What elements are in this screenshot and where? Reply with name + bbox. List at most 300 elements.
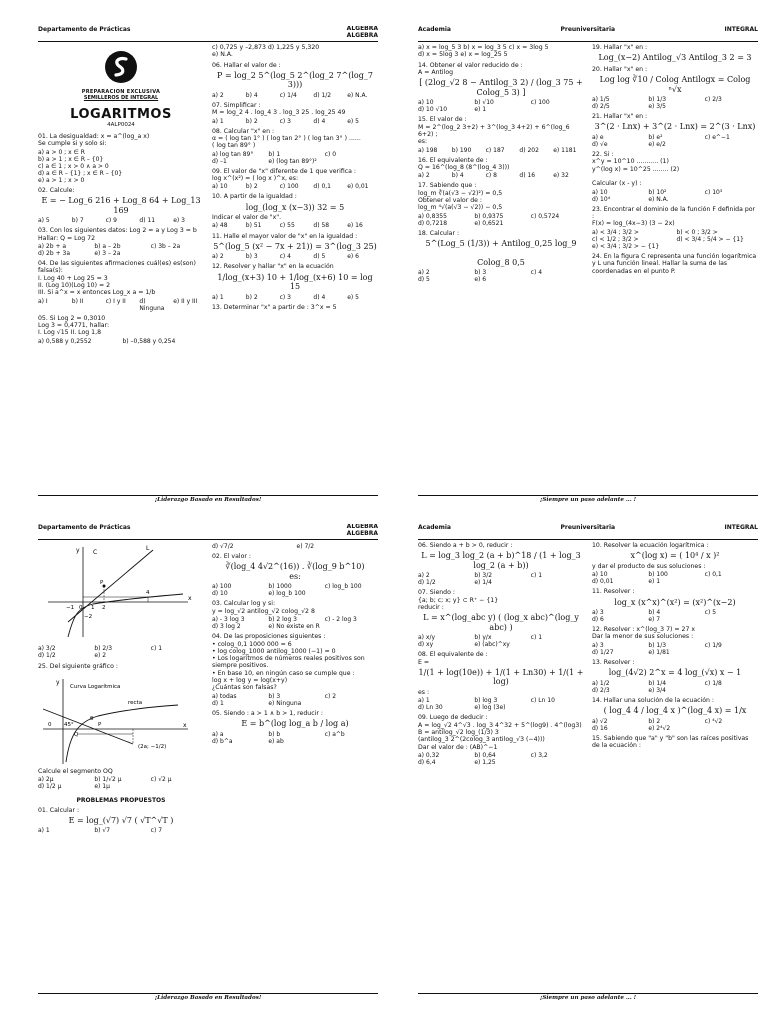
- question-text: 18. Calcular :: [418, 229, 460, 237]
- question-formula: Log log ∛10 / Colog Antilogx = Colog ⁿ√x: [599, 75, 751, 94]
- answer-option: d) √e: [592, 140, 608, 148]
- answer-option: d) 10: [212, 590, 228, 598]
- answer-option: d) 16: [592, 724, 608, 732]
- answer-option: d) Ninguna: [139, 297, 165, 312]
- answer-option: c) 1: [530, 634, 543, 642]
- question-formula: L = log_3 log_2 (a + b)^18 / (1 + log_3 log_2 (a + b)): [421, 551, 581, 570]
- answer-option: b) √10: [474, 99, 494, 107]
- answer-option: b) 10²: [648, 188, 667, 196]
- answer-options: [418, 752, 584, 766]
- answer-option: b) y/x: [474, 634, 492, 642]
- answer-options: [418, 269, 584, 283]
- problem-01-text: 01. Calcular :: [38, 806, 80, 814]
- answer-option: e) log_b 100: [268, 590, 306, 598]
- question-text: 19. Hallar "x" en :: [592, 44, 648, 51]
- question-item: [592, 542, 758, 585]
- answer-option: c) 0,1: [704, 571, 722, 579]
- section-title: PROBLEMAS PROPUESTOS: [76, 796, 166, 804]
- page-1: [38, 26, 378, 504]
- answer-option: a) 1: [212, 293, 224, 301]
- question-item: [212, 600, 378, 630]
- answer-option: a) 2: [418, 572, 430, 580]
- question-text: 17. Sabiendo que : log_m ∛(a(√3 − √2)²) = 0,5 Obtener el valor de : log_m ⁴√(a(√3 − √2)) − 0,5: [418, 182, 503, 212]
- answer-option: a) 1: [38, 827, 50, 835]
- page-header: [38, 26, 378, 42]
- answer-option: e) (log tan 89°)²: [268, 157, 317, 165]
- question-item: [592, 66, 758, 110]
- answer-option: e) 5: [347, 117, 359, 125]
- answer-option: e) 5: [347, 293, 359, 301]
- fig2-label-y: y: [56, 678, 60, 686]
- fig1-label-c: C: [93, 549, 98, 556]
- question-25-text: 25. Del siguiente gráfico :: [38, 663, 118, 671]
- answer-options: [418, 634, 584, 648]
- header-left: Academia: [418, 26, 451, 33]
- question-text: 11. Halle el mayor valor de "x" en la igualdad :: [212, 232, 358, 240]
- question-item: [212, 543, 378, 550]
- answer-option: e) ab: [268, 737, 284, 745]
- answer-option: b) a > 1 ; x ∈ R – {0}: [38, 155, 104, 163]
- answer-option: e) II y III: [173, 297, 198, 305]
- fig2-label-curve: Curva Logarítmica: [70, 683, 121, 690]
- question-formula: log_x (x^x)^(x²) = (x²)^(x−2): [614, 597, 736, 607]
- question-item: [418, 182, 584, 226]
- answer-option: a) 10: [592, 571, 608, 579]
- answer-option: d) 11: [139, 217, 156, 225]
- answer-option: a) 10: [212, 183, 228, 191]
- answer-option: e) 1μ: [94, 783, 110, 791]
- answer-option: a) 2μ: [38, 776, 54, 784]
- document-code: 4ALP0024: [107, 122, 135, 129]
- answer-options: [212, 583, 378, 597]
- column-right: [212, 44, 378, 493]
- answer-option: b) √7: [94, 827, 111, 835]
- answer-option: c) 7: [150, 827, 163, 835]
- fig1-label-0: 0: [79, 605, 83, 611]
- fig2-label-point: (2a; −1/2): [138, 743, 167, 750]
- answer-option: d) Ln 30: [418, 704, 443, 712]
- answer-options: [592, 609, 758, 623]
- page-footer: ¡Liderazgo Basado en Resultados!: [38, 993, 378, 1002]
- answer-option: b) 2: [648, 717, 661, 725]
- fig2-label-x: x: [183, 721, 187, 729]
- question-text: 04. De las proposiciones siguientes : • colog_0,1 1000 000 = 6 • log colog_1000 antilog_1000 (−1) = 0 • Los logaritmos de números reales positivos son siempre positivos. • En base 10, en ningún caso se cumple que : log x + log y = log(x+y) ¿Cuántas son falsas?: [212, 633, 365, 692]
- question-item: [592, 588, 758, 623]
- answer-option: d) 58: [313, 222, 330, 230]
- question-item: [592, 44, 758, 63]
- answer-option: d) 1: [212, 699, 224, 707]
- answer-options: [418, 172, 584, 179]
- question-text: 13. Resolver :: [592, 658, 635, 666]
- answer-options: [38, 149, 204, 184]
- question-item: [212, 263, 378, 300]
- question-text: 12. Resolver y hallar "x" en la ecuación: [212, 263, 334, 271]
- brand-line-2: SEMILLEROS DE INTEGRAL: [83, 95, 159, 102]
- answer-option: a) 3: [592, 608, 604, 616]
- answer-option: b) 1: [268, 150, 281, 158]
- question-item: [418, 589, 584, 648]
- question-text: 02. El valor :: [212, 553, 251, 561]
- answer-option: c) log_b 100: [324, 583, 362, 591]
- answer-options: [38, 338, 204, 345]
- answer-option: a) todas: [212, 692, 237, 700]
- page-header: [38, 524, 378, 540]
- log-curve: [66, 705, 178, 762]
- page-3: [38, 524, 378, 1002]
- question-formula: log_(log_x (x−3)) 32 = 5: [245, 202, 345, 212]
- question-subtext: es :: [418, 688, 430, 696]
- fig2-label-theta: θ: [90, 715, 94, 722]
- graph-log-and-line: [38, 542, 198, 642]
- answer-option: b) –0,588 y 0,254: [122, 337, 176, 345]
- answer-option: b) 2: [245, 293, 258, 301]
- answer-option: b) 1/√2 μ: [94, 776, 122, 784]
- answer-option: e) N.A.: [648, 195, 669, 203]
- answer-option: c) e^−1: [704, 133, 730, 141]
- answer-option: c) 2/3: [704, 95, 722, 103]
- answer-option: a) < 3/4 ; 3/2 >: [592, 228, 639, 236]
- answer-option: a) x/y: [418, 634, 436, 642]
- answer-option: b) 3: [268, 692, 281, 700]
- answer-option: d) 1/27: [592, 648, 614, 656]
- answer-option: e) 1/81: [648, 648, 670, 656]
- question-item: [418, 651, 584, 711]
- answer-option: b) 3: [474, 269, 487, 277]
- question-25-ask: Calcule el segmento OQ: [38, 768, 113, 776]
- problem-01-options: [38, 827, 204, 834]
- answer-options: [212, 183, 378, 190]
- answer-option: d) 3 log 2: [212, 623, 241, 631]
- answer-option: b) 100: [648, 571, 668, 579]
- answer-option: a) 0,588 y 0,2552: [38, 337, 92, 345]
- page-footer: ¡Siempre un paso adelante ... !: [418, 495, 758, 504]
- answer-option: d) 16: [519, 172, 536, 180]
- answer-option: b) 51: [245, 222, 262, 230]
- page-header: [418, 26, 758, 42]
- answer-option: c) 5: [704, 608, 717, 616]
- answer-option: b) 2: [245, 117, 258, 125]
- question-text: 14. Obtener el valor reducido de : A = Antilog: [418, 61, 523, 76]
- answer-option: a) 3: [592, 641, 604, 649]
- answer-option: e) (abc)^xy: [474, 641, 510, 649]
- answer-option: a) I: [38, 297, 48, 305]
- column-right: [592, 44, 758, 493]
- answer-option: b) 7: [71, 217, 84, 225]
- answer-option: c) √2 μ: [150, 776, 172, 784]
- answer-option: d) 1/2: [313, 91, 332, 99]
- question-item: [38, 227, 204, 257]
- answer-option: b) log 3: [474, 697, 498, 705]
- header-left: Departamento de Prácticas: [38, 26, 131, 33]
- answer-option: d) 1/2 μ: [38, 783, 62, 791]
- answer-option: e) 1/4: [474, 579, 492, 587]
- answer-option: a) 1/5: [592, 95, 610, 103]
- answer-option: e) 2: [94, 652, 107, 660]
- problem-01-formula: E = log_(√7) √7 ( √T^√T ): [68, 815, 174, 825]
- header-mid: Preuniversitaria: [560, 524, 616, 531]
- answer-option: e) N.A.: [347, 91, 368, 99]
- answer-option: b) 2/3: [94, 645, 113, 653]
- fig1-label-x: x: [188, 595, 192, 602]
- question-formula: log_(4√2) 2^x = 4 log_(√x) x − 1: [608, 668, 742, 678]
- answer-option: e) < 3/4 ; 3/2 > − {1}: [592, 242, 660, 250]
- question-item: [212, 168, 378, 191]
- question-text: 24. En la figura C representa una función logarítmica y L una función lineal. Hallar la suma de las coordenadas en el punto P.: [592, 252, 757, 275]
- answer-option: b) 2 log 3: [268, 616, 297, 624]
- answer-option: a) a > 0 ; x ∈ R: [38, 148, 85, 156]
- question-item: [212, 233, 378, 261]
- header-left: Academia: [418, 524, 451, 531]
- answer-option: a) 0,8355: [418, 212, 447, 220]
- answer-options: [212, 693, 378, 707]
- column-left: [38, 542, 204, 991]
- answer-option: d) 4: [313, 117, 326, 125]
- answer-option: c) a^b: [324, 730, 345, 738]
- header-left: Departamento de Prácticas: [38, 524, 131, 531]
- fig2-label-q: Q: [74, 731, 79, 738]
- answer-option: b) < 0 ; 3/2 >: [676, 228, 718, 236]
- school-logo: [38, 50, 204, 86]
- fig1-options: [38, 645, 204, 659]
- answer-option: c) ⁴√2: [704, 717, 723, 725]
- answer-options: [212, 253, 378, 260]
- question-item: [38, 315, 204, 345]
- question-text: 14. Hallar una solución de la ecuación :: [592, 696, 715, 704]
- question-formula: 5^(Log_5 (1/3)) + Antilog_0,25 log_9 Colog_8 0,5: [425, 239, 577, 267]
- question-text: 05. Si Log 2 = 0,3010 Log 3 = 0,4771, hallar: I. Log √15 II. Log 1,8: [38, 314, 110, 337]
- answer-option: e) 3/5: [648, 103, 666, 111]
- answer-option: c) 1/4: [279, 91, 297, 99]
- answer-option: d) 5: [313, 253, 326, 261]
- question-text: 08. Calcular "x" en : α = ( log tan 1° ) ( log tan 2° ) ( log tan 3° ) ...... ( log tan 89° ): [212, 127, 361, 150]
- question-25-options: [38, 776, 204, 790]
- answer-option: a) 0,32: [418, 751, 440, 759]
- question-25: [38, 663, 204, 670]
- answer-option: a) 1/2: [592, 679, 610, 687]
- question-formula: 3^(2 · Lnx) + 3^(2 · Lnx) = 2^(3 · Lnx): [594, 122, 756, 132]
- fig1-label-4: 4: [146, 590, 150, 596]
- question-item: [592, 253, 758, 275]
- question-item: [592, 113, 758, 148]
- answer-option: a) 3/2: [38, 645, 56, 653]
- answer-option: b) 0,9375: [474, 212, 504, 220]
- fig2-label-0: 0: [48, 721, 52, 728]
- answer-option: d) xy: [418, 641, 434, 649]
- question-text: 10. Resolver la ecuación logarítmica :: [592, 542, 709, 549]
- question-item: [212, 553, 378, 597]
- answer-option: a) 1: [418, 697, 430, 705]
- answer-option: b) 0,64: [474, 751, 496, 759]
- answer-option: e) 6: [347, 253, 359, 261]
- answer-options: [592, 96, 758, 110]
- question-text: a) x = log_5 3 b) x = log_3 5 c) x = 3log 5 d) x = 5log 3 e) x = log_25 5: [418, 44, 549, 59]
- answer-options: [212, 92, 378, 99]
- answer-options: [212, 151, 378, 165]
- question-text: 09. Luego de deducir : A = log_√2 4^√3 . log_3 4^32 + 5^(log9) . 4^(log3) B = antilog_√2 log_(1/3) 3 (antilog_3 2^(2colog_3 antilog_√3 (−4))) Dar el valor de : (AB)^−1: [418, 714, 582, 751]
- answer-option: b) b: [268, 730, 281, 738]
- answer-option: a) 48: [212, 222, 228, 230]
- answer-option: e) 16: [347, 222, 363, 230]
- question-item: [592, 659, 758, 694]
- column-right: [592, 542, 758, 991]
- question-item: [212, 62, 378, 99]
- answer-option: b) 190: [451, 146, 472, 154]
- answer-option: c) 1: [150, 645, 163, 653]
- header-right: INTEGRAL: [724, 524, 758, 531]
- question-item: [212, 633, 378, 707]
- question-item: [418, 714, 584, 766]
- answer-option: e) 7/2: [296, 543, 315, 550]
- answer-option: b) e²: [648, 133, 663, 141]
- answer-options: [212, 731, 378, 745]
- answer-option: d) 202: [519, 146, 539, 154]
- question-text: 07. Siendo : {a; b; c; x; y} ⊂ R⁺ − {1} reducir :: [418, 589, 499, 611]
- answer-option: e) 3 – 2a: [94, 249, 121, 257]
- answer-option: b) 3/2: [474, 572, 493, 580]
- question-text: 04. De las siguientes afirmaciones cuál(es) es(son) falsa(s): I. Log 40 + Log 25 = 3 II. (Log 10)(Log 10) = 2 III. Si a^x = x entonces Log_x a = 1/b: [38, 259, 196, 297]
- answer-option: a) 2: [418, 172, 430, 180]
- question-item: [418, 230, 584, 284]
- question-text: 09. El valor de "x" diferente de 1 que verifica : log x^(x²) = ( log x )^x, es:: [212, 167, 356, 182]
- answer-option: a) 10: [418, 99, 434, 107]
- header-right: INTEGRAL: [724, 26, 758, 33]
- answer-option: c) 187: [485, 146, 505, 154]
- answer-option: a) 2: [212, 253, 224, 261]
- answer-option: e) No existe en R: [268, 623, 320, 631]
- page-4: [418, 524, 758, 1002]
- page-header: [418, 524, 758, 540]
- question-text: 03. Calcular log y si: y = log_√2 antilog_√2 colog_√2 8: [212, 600, 315, 615]
- answer-options: [592, 134, 758, 148]
- question-subtext: Dar la menor de sus soluciones :: [592, 633, 694, 641]
- line-l: [68, 550, 153, 622]
- answer-option: b) 4: [245, 91, 258, 99]
- answer-option: c) 100: [530, 99, 550, 107]
- question-formula: Log_(x−2) Antilog_√3 Antilog_3 2 = 3: [598, 53, 752, 63]
- answer-options: [38, 217, 204, 224]
- answer-option: c) 3: [279, 293, 291, 301]
- fig1-label-1: 1: [91, 605, 95, 611]
- answer-options: [418, 99, 584, 113]
- answer-options: [418, 572, 584, 586]
- answer-option: d) 5: [418, 276, 430, 284]
- fig2-label-recta: recta: [128, 699, 143, 706]
- answer-options: [592, 680, 758, 694]
- question-text: 06. Siendo a + b > 0, reducir :: [418, 542, 513, 549]
- question-text: 16. El equivalente de : Q = 16^(log_8 (8^(log_4 3))): [418, 156, 510, 171]
- question-item: [592, 151, 758, 203]
- question-item: [38, 187, 204, 224]
- answer-options: [592, 642, 758, 656]
- answer-option: d) 10 √10: [418, 106, 448, 114]
- question-text: 22. Si : x^y = 10^10 ........... (1) y^(log x) = 10^25 ........ (2) Calcular (x - y) :: [592, 151, 680, 188]
- answer-options: [592, 718, 758, 732]
- answer-option: e) 1: [474, 106, 487, 114]
- answer-option: c) 10³: [704, 188, 723, 196]
- answer-option: b) 4: [648, 608, 661, 616]
- answer-options: [418, 697, 584, 711]
- answer-option: a) 5: [38, 217, 50, 225]
- header-right: ALGEBRA ALGEBRA: [346, 26, 378, 39]
- answer-option: a) 1: [212, 117, 224, 125]
- question-item: [418, 116, 584, 153]
- answer-options: [418, 147, 584, 154]
- answer-option: e) 3/4: [648, 686, 666, 694]
- answer-option: d) 1/2: [38, 652, 56, 660]
- answer-option: c) 3,2: [530, 751, 548, 759]
- answer-option: e) 1: [648, 578, 661, 586]
- question-item: [212, 44, 378, 59]
- answer-option: b) 1/3: [648, 95, 667, 103]
- question-item: [212, 128, 378, 165]
- fig2-label-45: 45°: [64, 721, 74, 728]
- fig1-label-y: y: [76, 547, 80, 554]
- answer-option: b) a – 2b: [94, 242, 121, 250]
- answer-option: c) a ∈ 1 ; x > 0 ∧ a > 0: [38, 162, 109, 170]
- question-text: 11. Resolver :: [592, 588, 635, 596]
- column-left: [38, 44, 204, 493]
- problem-01: [38, 807, 204, 835]
- question-text: 02. Calcule:: [38, 186, 75, 194]
- answer-option: d) 2b + 3a: [38, 249, 71, 257]
- question-item: [418, 62, 584, 114]
- fig2-label-p: P: [98, 721, 102, 728]
- column-right: [212, 542, 378, 991]
- answer-option: e) 1181: [553, 146, 577, 154]
- answer-option: a) 2b + a: [38, 242, 67, 250]
- answer-option: e) 32: [553, 172, 569, 180]
- brand-line-1: PREPARACION EXCLUSIVA: [81, 89, 161, 96]
- question-item: [418, 542, 584, 586]
- answer-option: b) II: [71, 297, 84, 305]
- answer-option: a) 10: [592, 188, 608, 196]
- header-right: ALGEBRA ALGEBRA: [346, 524, 378, 537]
- answer-options: [592, 571, 758, 585]
- answer-option: a) log tan 89°: [212, 150, 254, 158]
- answer-option: d) 0,7218: [418, 219, 448, 227]
- answer-option: e) 1,25: [474, 758, 496, 766]
- column-left: [418, 542, 584, 991]
- question-subtext: Indicar el valor de "x".: [212, 214, 282, 222]
- question-item: [38, 260, 204, 312]
- question-formula: ∛(log_4 4√2^(16)) . ∛(log_9 b^10) es:: [225, 562, 365, 581]
- page-footer: ¡Siempre un paso adelante ... !: [418, 993, 758, 1002]
- answer-option: e) log (3e): [474, 704, 506, 712]
- answer-option: d) b^a: [212, 737, 233, 745]
- answer-option: e) 2⁴√2: [648, 724, 671, 732]
- answer-options: [212, 294, 378, 301]
- question-formula: E = − Log_6 216 + Log_8 64 + Log_13 169: [41, 196, 201, 215]
- answer-option: a) 198: [418, 146, 438, 154]
- answer-option: c) 2: [324, 692, 337, 700]
- question-formula: [ (2log_√2 8 − Antilog_3 2) / (log_3 75 + Colog_5 3) ]: [419, 78, 583, 97]
- question-item: [592, 697, 758, 732]
- question-item: [592, 735, 758, 750]
- document-title: LOGARITMOS: [70, 107, 172, 123]
- answer-option: d) 1/2: [418, 579, 436, 587]
- answer-option: c) 55: [279, 222, 295, 230]
- question-text: 23. Encontrar el dominio de la función F definida por : F(x) = log_(4x−3) (3 − 2x): [592, 205, 756, 228]
- answer-option: c) 100: [279, 183, 299, 191]
- question-formula: ( log_4 4 / log_4 x )^(log_4 x) = 1/x: [603, 706, 747, 716]
- answer-option: b) 2: [245, 183, 258, 191]
- question-25-prompt: [38, 768, 204, 790]
- question-subtext: y dar el producto de sus soluciones :: [592, 562, 706, 570]
- question-formula: 1/log_(x+3) 10 + 1/log_(x+6) 10 = log 15: [217, 272, 373, 292]
- page-2: [418, 26, 758, 504]
- answer-option: c) - 2 log 3: [324, 616, 357, 624]
- question-text: 15. El valor de : M = 2^(log_2 3+2) + 3^(log_3 4+2) + 6^(log_6 6+2) ; es:: [418, 116, 570, 146]
